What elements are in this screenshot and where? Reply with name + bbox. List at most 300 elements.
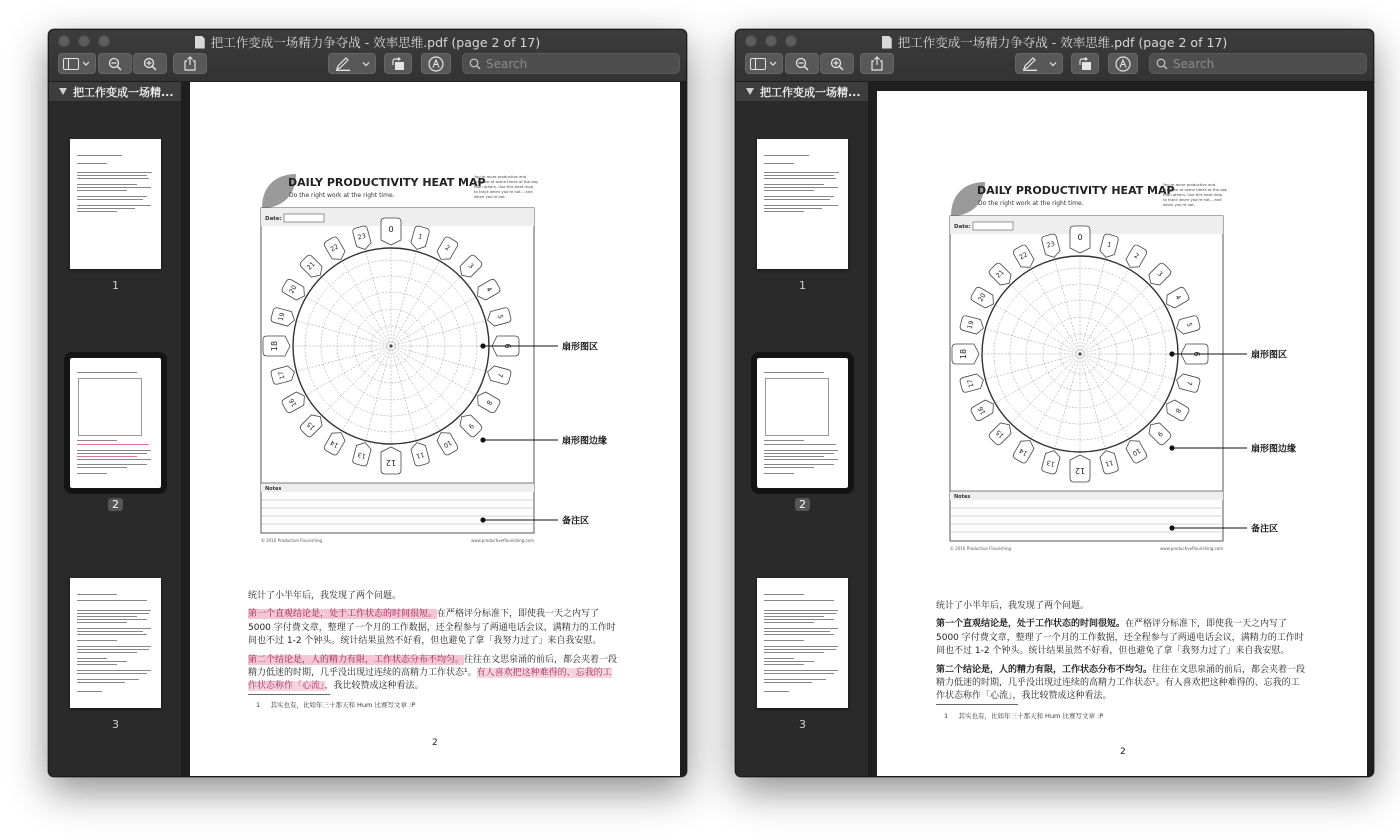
thumbnail-text-line: [764, 682, 812, 683]
hour-tab-12: [1070, 455, 1090, 482]
thumbnail-text-line: [77, 622, 127, 623]
page-thumbnail-1[interactable]: [70, 139, 161, 269]
thumbnail-text-line: [77, 211, 117, 212]
paragraph-1-body: 在严格评分标准下，即使我一天之内写了 5000 字付费文章，整理了一个月的工作数据，还全程参与了两通电话会议，满精力的工作时间也不过 1-2 个钟头。统计结果虽然不好看，但也避免了拿「我努力过了」来自我安慰。: [248, 609, 616, 647]
thumbnail-text-line: [77, 652, 137, 653]
hour-tab-1: [410, 225, 430, 251]
thumbnail-text-line: [77, 163, 107, 164]
svg-text:2: 2: [443, 243, 452, 253]
sidebar-heading[interactable]: [736, 82, 868, 101]
side-note-line: than others. Use this heat map: [474, 184, 533, 189]
date-field: [284, 214, 324, 222]
rotate-icon: [390, 57, 406, 71]
paragraph-1-lead: 第一个直观结论是，处于工作状态的时间很短。: [936, 619, 1126, 630]
svg-text:20: 20: [287, 283, 299, 295]
footnote-mark: 1: [256, 701, 261, 709]
hour-tab-0: [381, 218, 401, 245]
thumbnail-text-line: [764, 450, 838, 451]
thumbnail-text-line: [77, 459, 151, 460]
thumbnail-text-line: [764, 196, 834, 197]
intro-paragraph: 统计了小半年后，我发现了两个问题。: [248, 591, 402, 601]
thumbnail-text-line: [764, 467, 814, 468]
thumbnail-text-line: [77, 473, 107, 474]
sidebar-icon: [63, 58, 91, 70]
thumbnail-text-line: [77, 444, 149, 445]
svg-text:0: 0: [1077, 232, 1083, 242]
thumbnail-text-line: [764, 594, 804, 595]
markup-toolbar-button[interactable]: [1108, 53, 1138, 74]
hour-tab-19: [270, 307, 296, 327]
hour-tab-2: [1124, 244, 1148, 271]
annotation-notes-area: [480, 515, 589, 527]
thumbnail-text-line: [77, 155, 122, 156]
thumbnail-text-line: [77, 199, 143, 200]
markup-pen-button[interactable]: [1015, 53, 1063, 74]
zoom-out-button[interactable]: [785, 53, 819, 74]
thumbnail-text-line: [77, 456, 137, 457]
pdf-page[interactable]: [190, 82, 680, 776]
thumbnail-text-line: [77, 600, 147, 601]
svg-text:扇形图区: 扇形图区: [562, 342, 599, 353]
svg-text:8: 8: [484, 398, 494, 407]
preview-window-plain[interactable]: [735, 29, 1374, 777]
thumbnail-text-line: [77, 196, 147, 197]
thumbnail-sidebar[interactable]: [49, 82, 182, 776]
paragraph-2-body: 往往在文思泉涌的前后，都会夹着一段精力低迷的时期，几乎没出现过连续的高精力工作状态¹。: [248, 654, 618, 679]
svg-text:5: 5: [1184, 321, 1194, 328]
svg-text:备注区: 备注区: [1251, 524, 1279, 535]
thumbnail-text-line: [77, 172, 152, 173]
title-bar[interactable]: [49, 30, 686, 82]
thumbnail-text-line: [764, 184, 824, 185]
body-text[interactable]: [936, 600, 1308, 709]
sidebar-toggle-button[interactable]: [745, 53, 783, 74]
thumbnail-text-line: [764, 670, 838, 671]
svg-text:1: 1: [1106, 240, 1113, 250]
svg-text:21: 21: [305, 260, 317, 272]
toolbar: [49, 52, 686, 78]
thumbnail-text-line: [77, 610, 151, 611]
annotation-sector-edge: [1169, 443, 1296, 455]
sidebar-heading-text: 把工作变成一场精...: [73, 85, 174, 99]
thumbnail-text-line: [77, 464, 147, 465]
zoom-out-button[interactable]: [98, 53, 132, 74]
chevron-down-icon: [362, 61, 370, 67]
svg-text:10: 10: [1131, 446, 1143, 458]
footnote: [944, 711, 1103, 720]
thumbnail-text-line: [77, 661, 127, 662]
thumbnail-text-line: [764, 649, 836, 650]
hour-tab-17: [959, 373, 985, 393]
search-input[interactable]: [1173, 57, 1323, 71]
svg-text:18: 18: [269, 340, 279, 352]
thumbnail-text-line: [764, 646, 838, 647]
thumbnail-text-line: [77, 453, 147, 454]
thumbnail-text-line: [764, 372, 824, 373]
figure-side-note: [1163, 182, 1228, 207]
disclosure-triangle-icon[interactable]: [59, 88, 67, 95]
page-label-2: 2: [49, 498, 182, 511]
svg-text:0: 0: [388, 224, 394, 234]
side-note-line: to track when you're hot... and: [474, 189, 533, 194]
copyright-text: © 2016 Productive Flourishing: [950, 546, 1012, 551]
notes-label: Notes: [954, 494, 971, 500]
date-label: Date:: [954, 224, 971, 230]
thumbnail-text-line: [764, 631, 830, 632]
svg-text:9: 9: [466, 421, 476, 431]
svg-text:11: 11: [1104, 458, 1115, 469]
thumbnail-text-line: [77, 440, 117, 441]
search-icon: [469, 58, 481, 70]
hour-tab-4: [474, 278, 501, 302]
hour-tab-14: [323, 429, 347, 456]
thumbnail-text-line: [764, 163, 794, 164]
hour-tab-5: [486, 307, 512, 327]
svg-text:19: 19: [276, 311, 287, 322]
hour-tab-23: [1041, 233, 1061, 259]
svg-text:23: 23: [356, 231, 367, 242]
search-field[interactable]: [462, 53, 680, 74]
hour-tab-20: [281, 278, 308, 302]
hour-tab-19: [959, 315, 985, 335]
thumbnail-text-line: [77, 619, 147, 620]
svg-text:14: 14: [328, 438, 340, 450]
svg-text:15: 15: [994, 428, 1006, 440]
side-note-line: You're more productive and: [1163, 182, 1216, 187]
notes-label: Notes: [265, 486, 282, 492]
footnote-text: 其实也有，比如年三十那天和 Hum 比赛写文章 :P: [270, 701, 416, 709]
markup-icon: [428, 56, 444, 72]
svg-text:22: 22: [328, 242, 340, 254]
productivity-heat-map-figure: [256, 166, 626, 551]
thumbnail-text-line: [77, 467, 127, 468]
zoom-in-icon: [830, 57, 844, 71]
thumbnail-text-line: [764, 673, 834, 674]
footnote-mark: 1: [944, 712, 949, 720]
thumbnail-text-line: [77, 208, 135, 209]
copyright-text: © 2016 Productive Flourishing: [261, 538, 323, 543]
paragraph-1-body: 在严格评分标准下，即使我一天之内写了 5000 字付费文章，整理了一个月的工作数据，还全程参与了两通电话会议，满精力的工作时间也不过 1-2 个钟头。统计结果虽然不好看，但也避免了拿「我努力过了」来自我安慰。: [936, 619, 1304, 657]
thumbnail-text-line: [764, 610, 838, 611]
hour-tab-10: [435, 429, 459, 456]
svg-text:13: 13: [356, 450, 367, 461]
figure-title: DAILY PRODUCTIVITY HEAT MAP: [288, 176, 486, 189]
hour-tab-18: [952, 344, 979, 364]
thumbnail-text-line: [764, 679, 826, 680]
hour-tab-4: [1163, 286, 1190, 310]
hour-tab-2: [435, 236, 459, 263]
document-canvas[interactable]: [869, 82, 1373, 776]
rotate-icon: [1077, 57, 1093, 71]
svg-text:9: 9: [1155, 429, 1165, 439]
zoom-in-button[interactable]: [820, 53, 854, 74]
rotate-button[interactable]: [1071, 53, 1099, 74]
thumbnail-text-line: [77, 673, 147, 674]
footnote-separator: [248, 694, 330, 695]
search-field[interactable]: [1149, 53, 1367, 74]
document-canvas[interactable]: [182, 82, 686, 776]
thumbnail-text-line: [764, 619, 834, 620]
thumbnail-text-line: [77, 670, 151, 671]
title-bar[interactable]: [736, 30, 1373, 82]
thumbnail-text-line: [77, 450, 151, 451]
pdf-page[interactable]: [877, 91, 1367, 776]
thumbnail-text-line: [764, 211, 804, 212]
svg-text:18: 18: [958, 348, 968, 360]
page-label-2: 2: [736, 498, 869, 511]
svg-text:10: 10: [442, 438, 454, 450]
thumbnail-text-line: [764, 199, 830, 200]
thumbnail-text-line: [77, 178, 149, 179]
thumbnail-text-line: [764, 453, 834, 454]
productivity-heat-map-figure: [945, 174, 1315, 559]
svg-text:19: 19: [965, 319, 976, 330]
paragraph-2-highlight: 有人喜欢把这种难得的、忘我的工作状态称作「心流」: [936, 678, 1300, 702]
document-icon: [882, 36, 892, 49]
thumbnail-text-line: [77, 664, 117, 665]
page-thumbnail-3[interactable]: [757, 578, 848, 708]
thumbnail-text-line: [764, 658, 794, 659]
preview-window-highlighted[interactable]: [48, 29, 687, 777]
annotation-notes-area: [1169, 523, 1278, 535]
hour-tab-12: [381, 447, 401, 474]
thumbnail-text-line: [77, 679, 139, 680]
thumbnail-text-line: [764, 616, 824, 617]
thumbnail-text-line: [764, 661, 814, 662]
thumbnail-text-line: [764, 622, 814, 623]
side-note-line: than others. Use this heat map: [1163, 192, 1222, 197]
sidebar-icon: [750, 58, 778, 70]
svg-text:8: 8: [1173, 406, 1183, 415]
intro-paragraph: 统计了小半年后，我发现了两个问题。: [936, 601, 1090, 611]
figure-subtitle: Do the right work at the right time.: [289, 192, 395, 199]
body-text[interactable]: [248, 590, 620, 699]
thumbnail-text-line: [77, 631, 143, 632]
page-thumbnail-2[interactable]: [757, 358, 848, 488]
footnote-separator: [936, 704, 1018, 705]
thumbnail-text-line: [764, 440, 804, 441]
thumbnail-figure-frame: [78, 378, 142, 436]
page-label-3: 3: [799, 718, 806, 731]
paragraph-2-lead: 第二个结论是，人的精力有限，工作状态分布不均匀。: [248, 654, 465, 665]
side-note-line: when you're not.: [1163, 202, 1195, 207]
thumbnail-text-line: [77, 616, 137, 617]
thumbnail-text-line: [764, 444, 836, 445]
zoom-out-icon: [795, 57, 809, 71]
thumbnail-text-line: [77, 634, 147, 635]
thumbnail-text-line: [764, 456, 824, 457]
date-field: [973, 222, 1013, 230]
thumbnail-text-line: [77, 594, 117, 595]
hour-tab-8: [1163, 398, 1190, 422]
thumbnail-text-line: [77, 184, 137, 185]
paragraph-2: [936, 664, 1308, 704]
svg-text:5: 5: [495, 313, 505, 320]
thumbnail-text-line: [764, 187, 838, 188]
thumbnail-text-line: [764, 652, 824, 653]
svg-text:1: 1: [417, 232, 424, 242]
svg-text:15: 15: [305, 420, 317, 432]
hour-tab-13: [352, 441, 372, 467]
markup-pen-button[interactable]: [328, 53, 376, 74]
svg-text:20: 20: [976, 291, 988, 303]
sidebar-heading[interactable]: [49, 82, 181, 101]
thumbnail-text-line: [764, 628, 838, 629]
paragraph-2-body: 往往在文思泉涌的前后，都会夹着一段精力低迷的时期，几乎没出现过连续的高精力工作状态¹。: [936, 664, 1306, 689]
thumbnail-text-line: [77, 205, 151, 206]
markup-icon: [1115, 56, 1131, 72]
side-note-line: You're more productive and: [474, 174, 527, 179]
toolbar: [736, 52, 1373, 78]
side-note-line: to track when you're hot... and: [1163, 197, 1222, 202]
hour-tab-16: [281, 390, 308, 414]
thumbnail-text-line: [764, 190, 814, 191]
hour-tab-17: [270, 365, 296, 385]
svg-text:4: 4: [1173, 293, 1183, 302]
share-button[interactable]: [173, 53, 207, 74]
page-number: 2: [1120, 747, 1126, 757]
thumbnail-text-line: [764, 634, 834, 635]
svg-text:23: 23: [1045, 239, 1056, 250]
thumbnail-text-line: [764, 691, 789, 692]
thumbnail-text-line: [77, 691, 102, 692]
thumbnail-text-line: [77, 649, 149, 650]
disclosure-triangle-icon[interactable]: [746, 88, 754, 95]
svg-text:3: 3: [466, 261, 476, 271]
thumbnail-sidebar[interactable]: [736, 82, 869, 776]
thumbnail-text-line: [764, 178, 836, 179]
thumbnail-text-line: [764, 208, 822, 209]
pen-icon: [335, 57, 351, 71]
website-text: www.productiveflourishing.com: [471, 538, 534, 543]
svg-text:21: 21: [994, 268, 1006, 280]
footnote-text: 其实也有，比如年三十那天和 Hum 比赛写文章 :P: [958, 712, 1104, 720]
thumbnail-text-line: [764, 205, 838, 206]
svg-text:7: 7: [495, 372, 505, 379]
window-title: [49, 33, 686, 51]
figure-subtitle: Do the right work at the right time.: [978, 200, 1084, 207]
hour-tab-7: [486, 365, 512, 385]
thumbnail-text-line: [764, 175, 834, 176]
sidebar-heading-text: 把工作变成一场精...: [760, 85, 861, 99]
thumbnail-text-line: [77, 646, 151, 647]
thumbnail-text-line: [764, 600, 834, 601]
thumbnail-text-line: [764, 664, 804, 665]
svg-text:11: 11: [415, 450, 426, 461]
sidebar-toggle-button[interactable]: [58, 53, 96, 74]
footnote: [256, 700, 415, 709]
annotation-sector-edge: [480, 435, 607, 447]
svg-text:6: 6: [1192, 351, 1202, 357]
svg-text:3: 3: [1155, 269, 1165, 279]
thumbnail-text-line: [764, 459, 838, 460]
hour-tab-7: [1175, 373, 1201, 393]
hour-tab-5: [1175, 315, 1201, 335]
thumbnail-text-line: [77, 190, 127, 191]
thumbnail-text-line: [77, 628, 151, 629]
thumbnail-text-line: [77, 175, 147, 176]
window-title: [736, 33, 1373, 51]
search-icon: [1156, 58, 1168, 70]
page-label-1: 1: [112, 279, 119, 292]
thumbnail-text-line: [77, 613, 149, 614]
svg-text:17: 17: [965, 378, 976, 389]
side-note-line: creative at some times of the day: [1163, 187, 1228, 192]
svg-text:22: 22: [1017, 250, 1029, 262]
markup-toolbar-button[interactable]: [421, 53, 451, 74]
svg-text:2: 2: [1132, 251, 1141, 261]
chevron-down-icon: [1049, 61, 1057, 67]
paragraph-1: [936, 618, 1308, 658]
paragraph-2-end: ，我比较赞成这种看法。: [1012, 691, 1112, 702]
search-input[interactable]: [486, 57, 636, 71]
hour-tab-10: [1124, 437, 1148, 464]
svg-text:扇形图边缘: 扇形图边缘: [562, 436, 608, 447]
paragraph-2-end: ，我比较赞成这种看法。: [324, 681, 424, 692]
thumbnail-text-line: [764, 473, 794, 474]
page-thumbnail-3[interactable]: [70, 578, 161, 708]
svg-text:17: 17: [276, 370, 287, 381]
svg-text:13: 13: [1045, 458, 1056, 469]
zoom-out-icon: [108, 57, 122, 71]
thumbnail-text-line: [77, 372, 137, 373]
hour-tab-13: [1041, 449, 1061, 475]
thumbnail-text-line: [77, 640, 117, 641]
window-title-text: 把工作变成一场精力争夺战 - 效率思维.pdf (page 2 of 17): [897, 35, 1228, 50]
paragraph-2: [248, 654, 620, 694]
hour-tab-8: [474, 390, 501, 414]
share-button[interactable]: [860, 53, 894, 74]
paragraph-2-lead: 第二个结论是，人的精力有限，工作状态分布不均匀。: [936, 664, 1153, 675]
thumbnail-text-line: [764, 172, 839, 173]
pen-icon: [1022, 57, 1038, 71]
date-label: Date:: [265, 216, 282, 222]
zoom-in-icon: [143, 57, 157, 71]
paragraph-1-lead: 第一个直观结论是，处于工作状态的时间很短。: [248, 609, 438, 620]
svg-text:12: 12: [385, 458, 397, 468]
hour-tab-18: [263, 336, 290, 356]
page-thumbnail-1[interactable]: [757, 139, 848, 269]
svg-text:7: 7: [1184, 380, 1194, 387]
side-note-line: when you're not.: [474, 194, 506, 199]
thumbnail-text-line: [764, 613, 836, 614]
hour-tab-11: [1099, 449, 1119, 475]
svg-text:扇形图边缘: 扇形图边缘: [1251, 444, 1297, 455]
hour-tab-14: [1012, 437, 1036, 464]
zoom-in-button[interactable]: [133, 53, 167, 74]
figure-title: DAILY PRODUCTIVITY HEAT MAP: [977, 184, 1175, 197]
svg-text:4: 4: [484, 285, 494, 294]
svg-text:扇形图区: 扇形图区: [1251, 350, 1288, 361]
share-icon: [183, 56, 197, 71]
document-icon: [195, 36, 205, 49]
thumbnail-text-line: [764, 640, 804, 641]
page-number: 2: [432, 738, 438, 748]
page-thumbnail-2[interactable]: [70, 358, 161, 488]
svg-text:12: 12: [1074, 466, 1086, 476]
hour-tab-1: [1099, 233, 1119, 259]
rotate-button[interactable]: [384, 53, 412, 74]
figure-side-note: [474, 174, 539, 199]
paragraph-1: [248, 608, 620, 648]
hour-tab-22: [323, 236, 347, 263]
hour-tab-22: [1012, 244, 1036, 271]
share-icon: [870, 56, 884, 71]
thumbnail-text-line: [77, 187, 151, 188]
thumbnail-figure-frame: [765, 378, 829, 436]
hour-tab-23: [352, 225, 372, 251]
thumbnail-text-line: [77, 682, 125, 683]
